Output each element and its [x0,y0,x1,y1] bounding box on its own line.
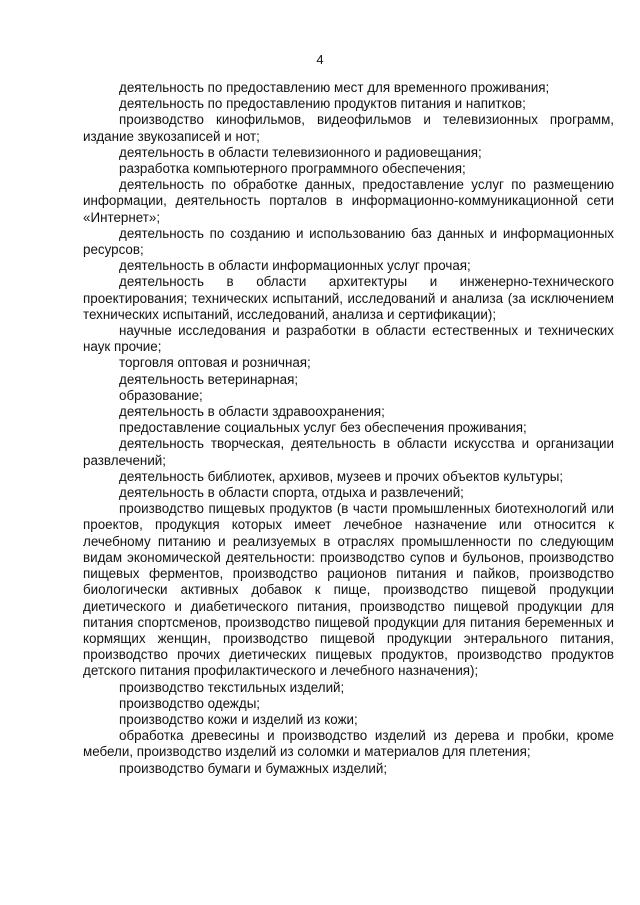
paragraph: торговля оптовая и розничная; [119,355,311,371]
paragraph: деятельность по обработке данных, предоставление услуг по размещению информации, деятельность порталов в информационно-коммуникационной сети «Интернет»; [83,177,614,225]
paragraph: деятельность в области телевизионного и радиовещания; [119,144,482,160]
paragraph: деятельность в области спорта, отдыха и развлечений; [119,485,464,501]
paragraph: деятельность творческая, деятельность в области искусства и организации развлечений; [83,436,614,468]
paragraph: деятельность по созданию и использованию баз данных и информационных ресурсов; [83,225,614,258]
paragraph: деятельность в области здравоохранения; [119,404,385,420]
paragraph: образование; [119,387,203,403]
paragraph: деятельность по предоставлению мест для временного проживания; [119,80,550,95]
paragraph: производство бумаги и бумажных изделий; [119,760,388,776]
paragraph: деятельность ветеринарная; [119,371,299,387]
paragraph: производство одежды; [119,695,261,711]
paragraph: производство кожи и изделий из кожи; [119,711,358,727]
paragraph: производство пищевых продуктов (в части промышленных биотехнологий или проектов, продукция которых имеет лечебное назначение или относится к лечебному питанию и реализуемых в отраслях промышленности по следующим видам экономической деятельности: производство супов и бульонов, производство пищевых ферментов, производство рационов питания и пайков, производство биологически активных добавок к пище, производство пищевой продукции диетического и диабетического питания, производство пищевой продукции для питания спортсменов, производство пищевой продукции для питания беременных и кормящих женщин, производство пищевой продукции энтерального питания, производство прочих диетических пищевых продуктов, производство продуктов детского питания профилактического и лечебного назначения); [83,501,614,679]
paragraph: деятельность по предоставлению продуктов питания и напитков; [119,96,526,112]
paragraph: производство текстильных изделий; [119,679,345,695]
document-body [83,80,614,777]
paragraph: деятельность библиотек, архивов, музеев и прочих объектов культуры; [119,468,564,484]
paragraph: разработка компьютерного программного обеспечения; [119,161,466,177]
paragraph: научные исследования и разработки в области естественных и технических наук прочие; [83,323,614,355]
paragraph: предоставление социальных услуг без обеспечения проживания; [119,420,527,436]
paragraph: обработка древесины и производство изделий из дерева и пробки, кроме мебели, производство изделий из соломки и материалов для плетения; [83,728,614,760]
paragraph: производство кинофильмов, видеофильмов и телевизионных программ, издание звукозаписей и нот; [83,112,614,144]
page-number: 4 [316,52,324,67]
paragraph: деятельность в области архитектуры и инженерно-технического проектирования; технических испытаний, исследований и анализа (за исключением технических испытаний, исследований, анализа и сертификации); [83,274,614,322]
paragraph: деятельность в области информационных услуг прочая; [119,258,471,274]
